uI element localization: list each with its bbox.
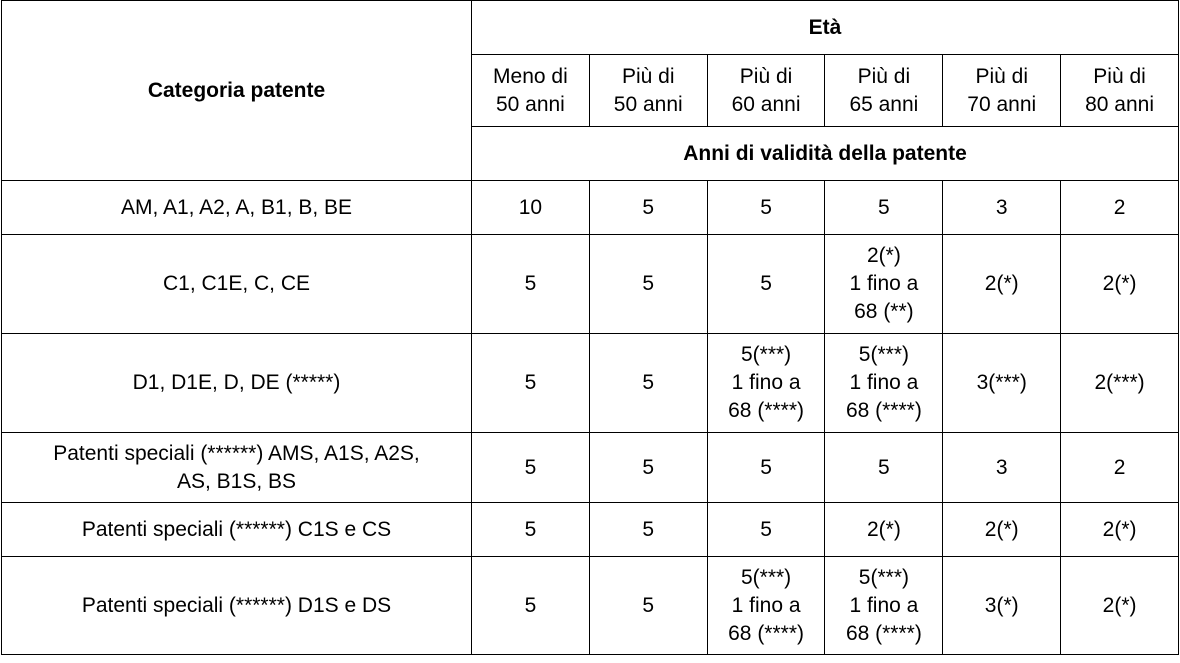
category-cell: Patenti speciali (******) C1S e CS <box>2 503 472 557</box>
value-cell: 5 <box>707 503 825 557</box>
value-cell: 5 <box>589 433 707 503</box>
license-validity-table <box>1 0 1179 655</box>
category-cell: Patenti speciali (******) D1S e DS <box>2 557 472 655</box>
value-cell: 5(***) 1 fino a 68 (****) <box>825 557 943 655</box>
value-cell: 2(*) <box>943 503 1061 557</box>
value-cell: 2(*) <box>943 235 1061 334</box>
value-cell: 10 <box>472 181 590 235</box>
value-cell: 3(*) <box>943 557 1061 655</box>
value-cell: 5(***) 1 fino a 68 (****) <box>707 557 825 655</box>
value-cell: 2 <box>1061 181 1179 235</box>
value-cell: 5 <box>707 235 825 334</box>
value-cell: 5 <box>589 181 707 235</box>
category-cell: AM, A1, A2, A, B1, B, BE <box>2 181 472 235</box>
value-cell: 5 <box>825 181 943 235</box>
value-cell: 2 <box>1061 433 1179 503</box>
table-row <box>2 503 1179 557</box>
value-cell: 5 <box>589 235 707 334</box>
table-row <box>2 235 1179 334</box>
value-cell: 5 <box>707 433 825 503</box>
value-cell: 5 <box>472 433 590 503</box>
value-cell: 2(*) <box>1061 235 1179 334</box>
value-cell: 5 <box>589 334 707 433</box>
value-cell: 5 <box>472 557 590 655</box>
category-header: Categoria patente <box>2 1 472 181</box>
category-cell: C1, C1E, C, CE <box>2 235 472 334</box>
value-cell: 5 <box>589 503 707 557</box>
age-group-header: Più di 80 anni <box>1061 55 1179 127</box>
age-group-header: Meno di 50 anni <box>472 55 590 127</box>
category-cell: D1, D1E, D, DE (*****) <box>2 334 472 433</box>
age-group-header: Più di 60 anni <box>707 55 825 127</box>
value-cell: 5(***) 1 fino a 68 (****) <box>825 334 943 433</box>
value-cell: 2(*) <box>1061 503 1179 557</box>
value-cell: 5 <box>707 181 825 235</box>
age-group-header: Più di 50 anni <box>589 55 707 127</box>
value-cell: 2(*) 1 fino a 68 (**) <box>825 235 943 334</box>
value-cell: 5 <box>825 433 943 503</box>
category-cell: Patenti speciali (******) AMS, A1S, A2S, AS, B1S, BS <box>2 433 472 503</box>
value-cell: 3 <box>943 433 1061 503</box>
value-cell: 3(***) <box>943 334 1061 433</box>
value-cell: 5 <box>472 235 590 334</box>
value-cell: 2(***) <box>1061 334 1179 433</box>
value-cell: 2(*) <box>825 503 943 557</box>
value-cell: 5 <box>589 557 707 655</box>
table-row <box>2 334 1179 433</box>
table-row <box>2 557 1179 655</box>
value-cell: 5 <box>472 503 590 557</box>
value-cell: 5 <box>472 334 590 433</box>
age-header: Età <box>472 1 1179 55</box>
table-row <box>2 181 1179 235</box>
table-row <box>2 433 1179 503</box>
value-cell: 5(***) 1 fino a 68 (****) <box>707 334 825 433</box>
age-group-header: Più di 65 anni <box>825 55 943 127</box>
age-group-header: Più di 70 anni <box>943 55 1061 127</box>
value-cell: 2(*) <box>1061 557 1179 655</box>
validity-header: Anni di validità della patente <box>472 127 1179 181</box>
value-cell: 3 <box>943 181 1061 235</box>
